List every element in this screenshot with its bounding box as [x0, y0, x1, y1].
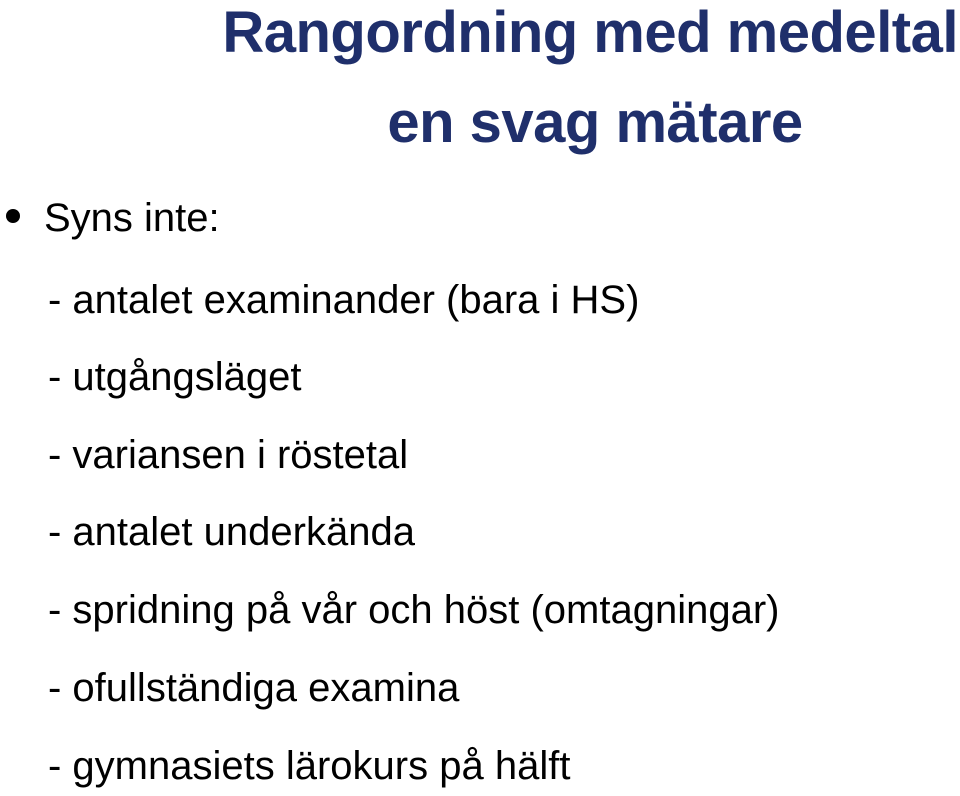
- list-item: - antalet examinander (bara i HS): [48, 278, 640, 322]
- bullet-item: [6, 194, 220, 242]
- bullet-dot-icon: [6, 209, 20, 223]
- slide-title: [110, 0, 960, 156]
- list-item: - antalet underkända: [48, 510, 415, 554]
- slide-title-line2: en svag mätare: [387, 90, 803, 155]
- list-item: - variansen i röstetal: [48, 433, 409, 477]
- list-item: - gymnasiets lärokurs på hälft: [48, 744, 571, 788]
- list-item: - ofullständiga examina: [48, 666, 460, 710]
- bullet-text: Syns inte:: [44, 196, 220, 240]
- slide-title-line1: Rangordning med medeltal: [222, 0, 958, 65]
- list-item: - utgångsläget: [48, 355, 302, 399]
- list-item: - spridning på vår och höst (omtagningar): [48, 588, 780, 632]
